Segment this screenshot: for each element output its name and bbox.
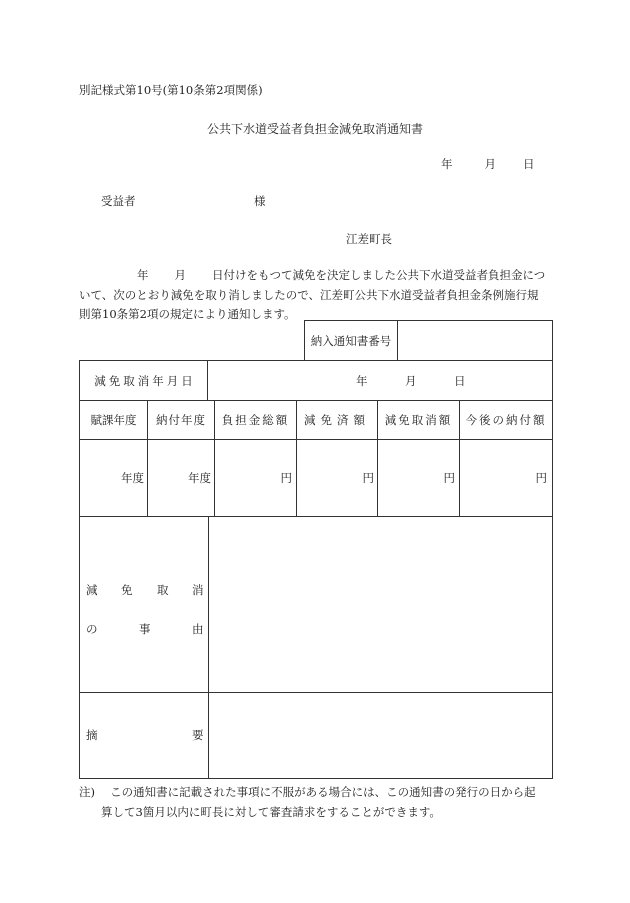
cancel-date-value (208, 361, 552, 400)
date-month: 月 (484, 157, 496, 171)
notice-number-box (304, 320, 553, 361)
cancel-date-year: 年 (356, 374, 368, 388)
col-header-total-amount: 負担金総額 (221, 412, 290, 427)
unit-cancelled-amount: 円 (443, 470, 455, 485)
col-header-assessment-year: 賦課年度 (90, 412, 137, 427)
date-year: 年 (441, 157, 453, 171)
main-table (79, 360, 553, 779)
footnote (79, 782, 536, 822)
reason-label: 減 免 取 消 の 事 由 (86, 583, 204, 636)
col-header-payment-year: 納付年度 (156, 412, 206, 427)
summary-value (209, 693, 552, 778)
cancel-date-month: 月 (405, 374, 417, 388)
body-line-1-text: 日付けをもつて減免を決定しました公共下水道受益者負担金につ (212, 268, 546, 282)
form-reference: 別記様式第10号(第10条第2項関係) (79, 83, 263, 97)
cancel-date-label: 減免取消年月日 (94, 373, 196, 388)
summary-label: 摘 要 (86, 728, 204, 742)
issue-date (441, 156, 535, 172)
unit-future-payment: 円 (535, 470, 547, 485)
unit-assessment-year: 年度 (121, 470, 144, 485)
recipient-honorific: 様 (254, 194, 266, 208)
document-title: 公共下水道受益者負担金減免取消通知書 (206, 122, 423, 136)
body-line-2: いて、次のとおり減免を取り消しましたので、江差町公共下水道受益者負担金条例施行規 (79, 287, 539, 302)
body-month: 月 (174, 268, 186, 282)
body-year: 年 (137, 268, 149, 282)
recipient-line (101, 193, 266, 209)
footnote-line-1: 注) この通知書に記載された事項に不服がある場合には、この通知書の発行の日から起 (79, 785, 536, 799)
col-header-cancelled-amount: 減免取消額 (384, 412, 453, 427)
notice-number-value (398, 321, 552, 360)
unit-total-amount: 円 (280, 470, 292, 485)
notice-number-label: 納入通知書番号 (310, 333, 392, 348)
recipient-label: 受益者 (101, 194, 136, 208)
unit-reduced-amount: 円 (362, 470, 374, 485)
col-header-reduced-amount: 減免済額 (304, 412, 370, 427)
footnote-line-2: 算して3箇月以内に町長に対して審査請求をすることができます。 (101, 805, 441, 819)
unit-payment-year: 年度 (188, 470, 211, 485)
body-line-3: 則第10条第2項の規定により通知します。 (79, 307, 296, 321)
date-day: 日 (523, 157, 535, 171)
col-header-future-payment: 今後の納付額 (465, 412, 547, 427)
body-line-1 (79, 266, 554, 286)
body-paragraph (79, 266, 554, 325)
reason-value (209, 517, 552, 692)
cancel-date-day: 日 (454, 374, 466, 388)
issuer-name: 江差町長 (346, 232, 392, 246)
